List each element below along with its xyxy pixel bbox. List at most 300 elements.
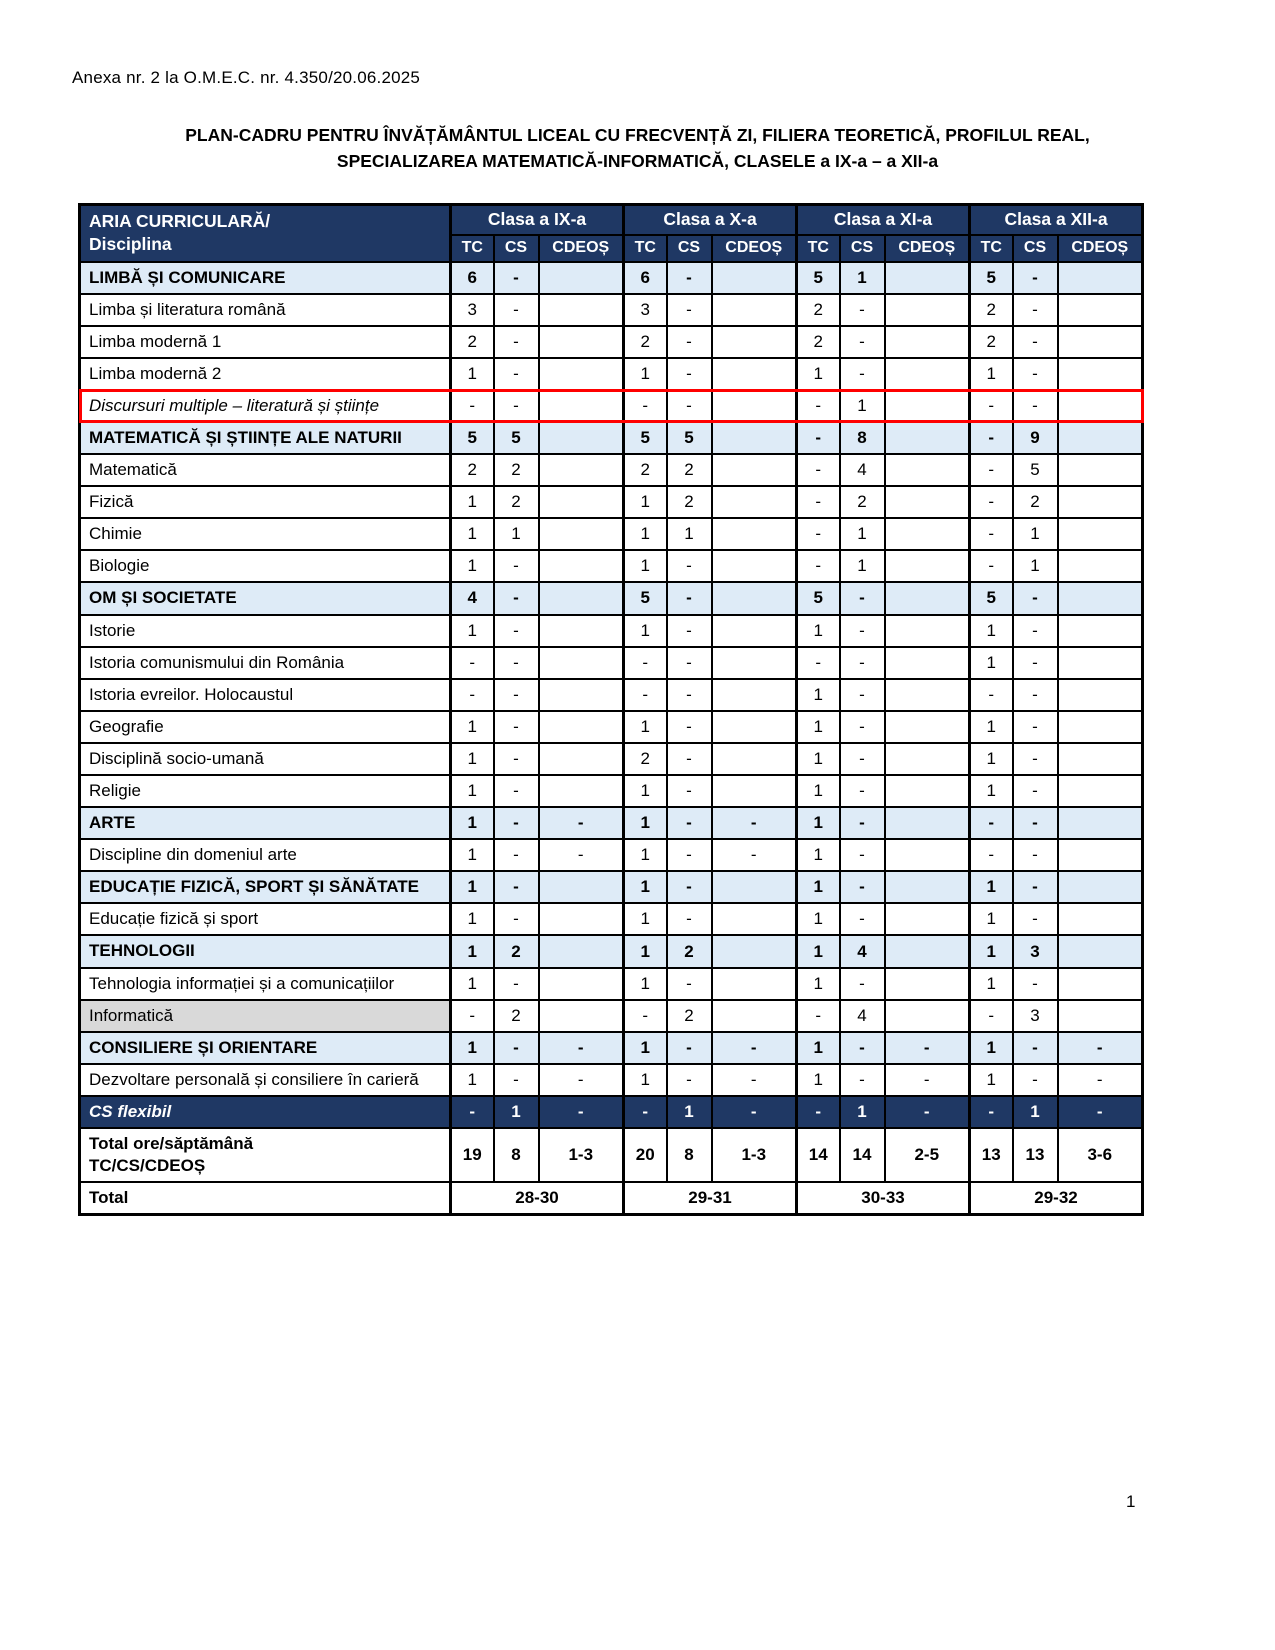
cell-value: - [970, 518, 1013, 550]
cell-value [539, 454, 624, 486]
cell-value: - [1013, 871, 1058, 903]
cell-value: 4 [451, 582, 494, 614]
subcol-header: CS [1013, 235, 1058, 262]
cell-value: 1-3 [712, 1128, 797, 1182]
cell-value: - [712, 1032, 797, 1064]
table-row-totals [80, 1128, 1143, 1182]
table-row-disc [80, 743, 1143, 775]
cell-value: 1 [451, 775, 494, 807]
table-row-area [80, 1032, 1143, 1064]
cell-value: - [840, 294, 885, 326]
table-row-disc [80, 679, 1143, 711]
cell-value: 2 [840, 486, 885, 518]
cell-value [885, 550, 970, 582]
table-row-disc [80, 326, 1143, 358]
cell-value [712, 358, 797, 390]
cell-value: 1 [1013, 518, 1058, 550]
cell-value: 5 [451, 422, 494, 454]
cell-value: - [667, 550, 712, 582]
corner-header: ARIA CURRICULARĂ/ Disciplina [80, 205, 451, 262]
cell-value: 1 [624, 807, 667, 839]
row-label: Chimie [80, 518, 451, 550]
cell-value: 5 [970, 582, 1013, 614]
cell-value [1058, 871, 1143, 903]
cell-value: 1 [451, 1032, 494, 1064]
cell-value: 2 [970, 326, 1013, 358]
curriculum-table [78, 203, 1144, 1216]
cell-value: - [1013, 262, 1058, 294]
cell-value: - [1013, 326, 1058, 358]
cell-value: - [1013, 775, 1058, 807]
row-label: OM ȘI SOCIETATE [80, 582, 451, 614]
cell-value: - [840, 807, 885, 839]
cell-value [1058, 358, 1143, 390]
cell-value: 5 [797, 262, 840, 294]
subcol-header: CDEOȘ [1058, 235, 1143, 262]
cell-value [712, 647, 797, 679]
cell-value: 1 [970, 775, 1013, 807]
cell-value [539, 550, 624, 582]
cell-value [712, 615, 797, 647]
row-label: Limba modernă 1 [80, 326, 451, 358]
cell-value: - [797, 422, 840, 454]
cell-value: 8 [840, 422, 885, 454]
cell-value: 1 [970, 871, 1013, 903]
row-label: Total ore/săptămână TC/CS/CDEOȘ [80, 1128, 451, 1182]
cell-value: - [797, 1096, 840, 1128]
cell-value: 2-5 [885, 1128, 970, 1182]
cell-value [885, 518, 970, 550]
cell-value: - [885, 1032, 970, 1064]
cell-value: - [624, 1096, 667, 1128]
cell-value: - [667, 807, 712, 839]
cell-value: 1 [451, 358, 494, 390]
table-row-disc [80, 454, 1143, 486]
cell-value [1058, 679, 1143, 711]
cell-value: 1 [840, 550, 885, 582]
cell-value: - [840, 903, 885, 935]
cell-value: - [840, 1032, 885, 1064]
cell-value: 1 [451, 871, 494, 903]
cell-value: 1 [797, 711, 840, 743]
cell-value [712, 711, 797, 743]
cell-value: 30-33 [797, 1182, 970, 1215]
cell-value: 3-6 [1058, 1128, 1143, 1182]
cell-value: - [494, 582, 539, 614]
cell-value: - [494, 679, 539, 711]
cell-value: - [797, 647, 840, 679]
cell-value: - [624, 390, 667, 422]
cell-value [885, 968, 970, 1000]
cell-value: 5 [1013, 454, 1058, 486]
cell-value: 1 [840, 518, 885, 550]
cell-value: 1-3 [539, 1128, 624, 1182]
cell-value: 1 [624, 968, 667, 1000]
cell-value: 29-31 [624, 1182, 797, 1215]
cell-value: - [840, 1064, 885, 1096]
table-row-disc [80, 903, 1143, 935]
cell-value: - [494, 615, 539, 647]
class-header-xi: Clasa a XI-a [797, 205, 970, 235]
cell-value: - [494, 358, 539, 390]
cell-value: 1 [797, 743, 840, 775]
cell-value: - [667, 262, 712, 294]
cell-value [1058, 486, 1143, 518]
cell-value: - [1013, 615, 1058, 647]
cell-value [1058, 743, 1143, 775]
subcol-header: TC [970, 235, 1013, 262]
cell-value: 9 [1013, 422, 1058, 454]
cell-value [1058, 711, 1143, 743]
table-row-disc [80, 518, 1143, 550]
cell-value: - [539, 1064, 624, 1096]
cell-value [885, 679, 970, 711]
cell-value [712, 935, 797, 967]
cell-value: 2 [494, 935, 539, 967]
cell-value: - [840, 775, 885, 807]
cell-value: - [970, 1000, 1013, 1032]
cell-value: - [1013, 839, 1058, 871]
cell-value [1058, 935, 1143, 967]
cell-value [539, 582, 624, 614]
cell-value [1058, 582, 1143, 614]
cell-value: 1 [451, 711, 494, 743]
cell-value: - [712, 1096, 797, 1128]
cell-value: 3 [451, 294, 494, 326]
cell-value: 1 [797, 968, 840, 1000]
cell-value [539, 1000, 624, 1032]
cell-value: 1 [451, 807, 494, 839]
subcol-header: CS [840, 235, 885, 262]
cell-value: - [494, 871, 539, 903]
cell-value [539, 775, 624, 807]
cell-value [539, 968, 624, 1000]
cell-value: - [797, 486, 840, 518]
cell-value: - [539, 807, 624, 839]
cell-value: - [840, 615, 885, 647]
table-row-disc [80, 775, 1143, 807]
cell-value: 1 [624, 839, 667, 871]
row-label: Tehnologia informației și a comunicațiilor [80, 968, 451, 1000]
cell-value: 3 [1013, 1000, 1058, 1032]
cell-value [885, 615, 970, 647]
cell-value [885, 1000, 970, 1032]
cell-value: - [840, 647, 885, 679]
row-label: Dezvoltare personală și consiliere în carieră [80, 1064, 451, 1096]
cell-value: 28-30 [451, 1182, 624, 1215]
cell-value: 1 [494, 1096, 539, 1128]
cell-value: - [1058, 1064, 1143, 1096]
cell-value: 1 [970, 1032, 1013, 1064]
cell-value: 2 [451, 326, 494, 358]
cell-value: - [970, 550, 1013, 582]
cell-value: 1 [624, 1064, 667, 1096]
subcol-header: TC [624, 235, 667, 262]
cell-value: - [667, 775, 712, 807]
cell-value: - [494, 968, 539, 1000]
cell-value: 1 [970, 711, 1013, 743]
subcol-header: CS [494, 235, 539, 262]
cell-value: - [494, 326, 539, 358]
table-row-area [80, 807, 1143, 839]
cell-value: 1 [624, 550, 667, 582]
row-label: Limba și literatura română [80, 294, 451, 326]
cell-value: - [797, 1000, 840, 1032]
cell-value [712, 422, 797, 454]
cell-value: - [667, 743, 712, 775]
cell-value [885, 486, 970, 518]
subcol-header: TC [797, 235, 840, 262]
table-row-highlight [80, 390, 1143, 422]
cell-value: - [451, 1096, 494, 1128]
cell-value: - [970, 454, 1013, 486]
cell-value [1058, 807, 1143, 839]
cell-value: 4 [840, 935, 885, 967]
cell-value: - [1013, 968, 1058, 1000]
cell-value [1058, 294, 1143, 326]
cell-value [1058, 968, 1143, 1000]
cell-value [539, 262, 624, 294]
cell-value: - [494, 1032, 539, 1064]
cell-value [1058, 326, 1143, 358]
table-row-disc [80, 1064, 1143, 1096]
cell-value: 1 [797, 839, 840, 871]
table-row-disc [80, 711, 1143, 743]
cell-value [539, 871, 624, 903]
cell-value: - [885, 1096, 970, 1128]
cell-value: - [494, 903, 539, 935]
cell-value: - [494, 262, 539, 294]
cell-value [539, 422, 624, 454]
cell-value: 1 [667, 518, 712, 550]
cell-value: 1 [624, 486, 667, 518]
cell-value: 1 [451, 968, 494, 1000]
cell-value: 2 [624, 454, 667, 486]
row-label: MATEMATICĂ ȘI ȘTIINȚE ALE NATURII [80, 422, 451, 454]
cell-value: - [840, 326, 885, 358]
cell-value [712, 871, 797, 903]
cell-value [712, 968, 797, 1000]
cell-value: 1 [797, 871, 840, 903]
cell-value: 1 [451, 743, 494, 775]
cell-value: - [712, 807, 797, 839]
cell-value: 5 [667, 422, 712, 454]
cell-value: - [539, 839, 624, 871]
cell-value: 1 [451, 550, 494, 582]
row-label: Istoria evreilor. Holocaustul [80, 679, 451, 711]
cell-value [885, 807, 970, 839]
cell-value [712, 775, 797, 807]
table-row-area [80, 582, 1143, 614]
table-row-disc [80, 839, 1143, 871]
row-label: Religie [80, 775, 451, 807]
cell-value: - [451, 390, 494, 422]
cell-value: - [539, 1032, 624, 1064]
cell-value: - [1058, 1032, 1143, 1064]
cell-value [539, 326, 624, 358]
table-row-disc [80, 294, 1143, 326]
row-label: Biologie [80, 550, 451, 582]
cell-value: 1 [970, 615, 1013, 647]
cell-value: - [1013, 1032, 1058, 1064]
cell-value: 4 [840, 1000, 885, 1032]
row-label: Disciplină socio-umană [80, 743, 451, 775]
class-header-ix: Clasa a IX-a [451, 205, 624, 235]
cell-value [539, 358, 624, 390]
table-row-area [80, 871, 1143, 903]
cell-value [712, 679, 797, 711]
cell-value: - [840, 871, 885, 903]
cell-value: - [840, 358, 885, 390]
table-row-disc-gray [80, 1000, 1143, 1032]
page-number: 1 [1126, 1492, 1136, 1511]
cell-value: - [970, 486, 1013, 518]
cell-value: - [667, 1032, 712, 1064]
cell-value [885, 871, 970, 903]
cell-value [1058, 903, 1143, 935]
cell-value [712, 550, 797, 582]
cell-value: 2 [797, 326, 840, 358]
cell-value: - [624, 679, 667, 711]
cell-value: 2 [624, 743, 667, 775]
cell-value: - [1013, 743, 1058, 775]
cell-value [885, 839, 970, 871]
row-label: Fizică [80, 486, 451, 518]
cell-value: 1 [451, 903, 494, 935]
cell-value [539, 743, 624, 775]
cell-value: 1 [797, 935, 840, 967]
cell-value: - [667, 1064, 712, 1096]
cell-value: - [494, 711, 539, 743]
cell-value: 1 [797, 775, 840, 807]
cell-value: 1 [1013, 550, 1058, 582]
cell-value [539, 486, 624, 518]
cell-value: 2 [624, 326, 667, 358]
cell-value [885, 647, 970, 679]
cell-value: - [840, 968, 885, 1000]
cell-value: - [797, 454, 840, 486]
table-row-disc [80, 615, 1143, 647]
cell-value [712, 262, 797, 294]
cell-value [539, 390, 624, 422]
cell-value: - [712, 1064, 797, 1096]
cell-value: 1 [667, 1096, 712, 1128]
cell-value: 1 [797, 1064, 840, 1096]
cell-value: 6 [624, 262, 667, 294]
cell-value: - [494, 390, 539, 422]
cell-value: - [667, 647, 712, 679]
class-header-row [80, 205, 1143, 235]
cell-value: 2 [494, 486, 539, 518]
cell-value [885, 582, 970, 614]
cell-value [1058, 839, 1143, 871]
cell-value [1058, 422, 1143, 454]
cell-value: - [970, 807, 1013, 839]
cell-value [712, 486, 797, 518]
cell-value: 1 [451, 1064, 494, 1096]
cell-value: - [667, 294, 712, 326]
cell-value: - [667, 839, 712, 871]
cell-value: 1 [970, 743, 1013, 775]
cell-value: - [970, 839, 1013, 871]
cell-value [1058, 775, 1143, 807]
cell-value: 2 [667, 454, 712, 486]
cell-value [1058, 615, 1143, 647]
table-body [80, 262, 1143, 1215]
cell-value: - [970, 679, 1013, 711]
table-row-area [80, 262, 1143, 294]
cell-value: 2 [451, 454, 494, 486]
cell-value: 14 [840, 1128, 885, 1182]
table-row-disc [80, 647, 1143, 679]
cell-value: - [494, 294, 539, 326]
cell-value: 4 [840, 454, 885, 486]
cell-value: 1 [624, 935, 667, 967]
cell-value: - [667, 326, 712, 358]
cell-value: 1 [970, 1064, 1013, 1096]
cell-value: - [1013, 1064, 1058, 1096]
cell-value: - [494, 807, 539, 839]
cell-value [712, 743, 797, 775]
cell-value: - [970, 422, 1013, 454]
row-label: Limba modernă 2 [80, 358, 451, 390]
cell-value: 8 [667, 1128, 712, 1182]
class-header-xii: Clasa a XII-a [970, 205, 1143, 235]
table-row-disc [80, 358, 1143, 390]
subcol-header: CDEOȘ [885, 235, 970, 262]
row-label: Matematică [80, 454, 451, 486]
row-label: Istoria comunismului din România [80, 647, 451, 679]
cell-value [712, 518, 797, 550]
cell-value: - [797, 550, 840, 582]
cell-value: 2 [667, 1000, 712, 1032]
cell-value: 5 [970, 262, 1013, 294]
annex-reference: Anexa nr. 2 la O.M.E.C. nr. 4.350/20.06.2025 [72, 68, 421, 87]
cell-value: - [1013, 390, 1058, 422]
table-header [80, 205, 1143, 262]
cell-value: 1 [797, 903, 840, 935]
cell-value: - [494, 1064, 539, 1096]
cell-value: 1 [451, 935, 494, 967]
cell-value [885, 358, 970, 390]
cell-value: 13 [1013, 1128, 1058, 1182]
cell-value: - [667, 390, 712, 422]
cell-value: - [667, 358, 712, 390]
cell-value: - [494, 550, 539, 582]
cell-value: - [1013, 582, 1058, 614]
row-label: Informatică [80, 1000, 451, 1032]
cell-value [1058, 1000, 1143, 1032]
cell-value [712, 454, 797, 486]
cell-value [539, 647, 624, 679]
cell-value: - [667, 968, 712, 1000]
cell-value [712, 294, 797, 326]
cell-value: - [494, 743, 539, 775]
cell-value [539, 294, 624, 326]
cell-value: 1 [451, 615, 494, 647]
cell-value: 1 [451, 486, 494, 518]
cell-value: - [1013, 807, 1058, 839]
cell-value: 5 [624, 422, 667, 454]
cell-value: - [667, 871, 712, 903]
cell-value: - [840, 711, 885, 743]
cell-value: - [494, 839, 539, 871]
cell-value [1058, 550, 1143, 582]
row-label: CS flexibil [80, 1096, 451, 1128]
cell-value [1058, 454, 1143, 486]
cell-value: 13 [970, 1128, 1013, 1182]
cell-value: 19 [451, 1128, 494, 1182]
